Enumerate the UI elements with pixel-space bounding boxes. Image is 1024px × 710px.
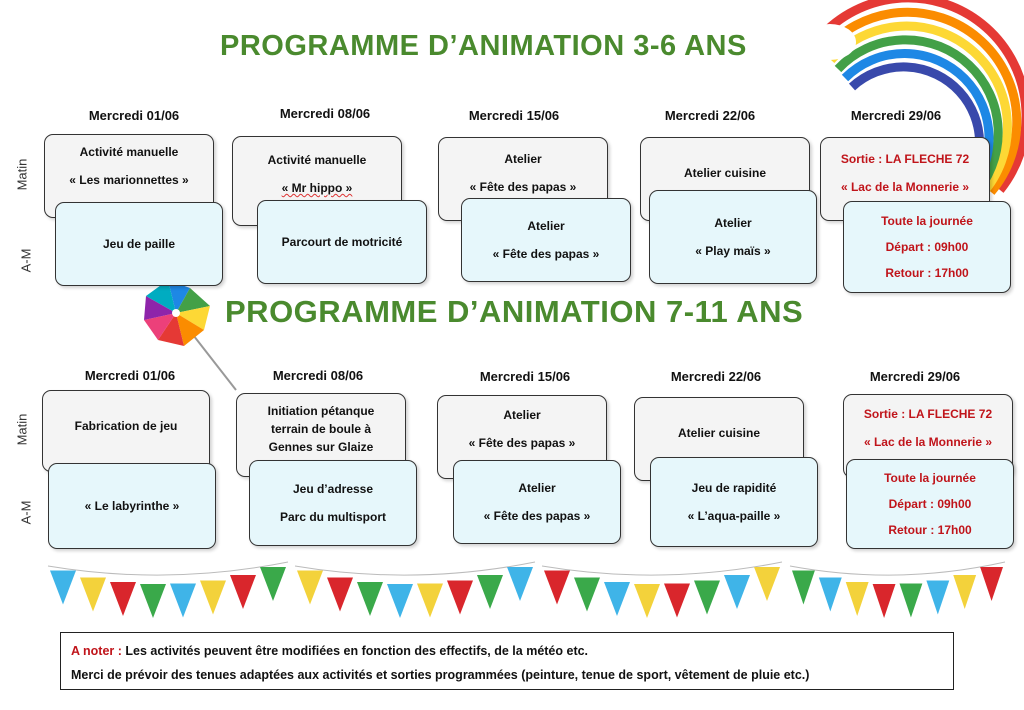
note-label: A noter : bbox=[71, 644, 122, 658]
bunting-flag bbox=[447, 580, 473, 614]
activity-label: Atelier cuisine bbox=[683, 166, 767, 180]
bunting-flag bbox=[980, 567, 1003, 601]
activity-label: Atelier bbox=[527, 219, 565, 233]
bunting-flag bbox=[50, 570, 76, 604]
bunting-flag bbox=[724, 575, 750, 609]
activity-label: Fabrication de jeu bbox=[74, 419, 178, 433]
bunting-flag bbox=[846, 582, 869, 616]
activity-label: Parcourt de motricité bbox=[281, 235, 403, 249]
bunting-flag bbox=[664, 583, 690, 617]
g1-am-card-4 bbox=[649, 190, 817, 284]
note-line-2: Merci de prévoir des tenues adaptées aux activités et sorties programmées (peinture, tenue de sport, vêtement de pluie etc.) bbox=[71, 668, 810, 682]
g1-am-card-2 bbox=[257, 200, 427, 284]
activity-label: Activité manuelle bbox=[79, 145, 179, 159]
title-7-11: PROGRAMME D’ANIMATION 7-11 ANS bbox=[225, 294, 804, 329]
g1-am-card-1 bbox=[55, 202, 223, 286]
activity-label: Initiation pétanque bbox=[267, 404, 375, 418]
bunting-flag bbox=[387, 584, 413, 618]
activity-detail: « Fête des papas » bbox=[483, 509, 591, 523]
g2-am-card-1 bbox=[48, 463, 216, 549]
g2-am-card-5 bbox=[846, 459, 1014, 549]
bunting-flag bbox=[170, 583, 196, 617]
bunting-flag bbox=[260, 567, 286, 601]
activity-detail: « L’aqua-paille » bbox=[687, 509, 781, 523]
bunting-flag bbox=[819, 577, 842, 611]
bunting-flag bbox=[110, 582, 136, 616]
activity-detail: « Fête des papas » bbox=[468, 436, 576, 450]
g2-am-card-4 bbox=[650, 457, 818, 547]
bunting-flag bbox=[140, 584, 166, 618]
outing-depart: Départ : 09h00 bbox=[885, 240, 969, 254]
bunting-flag bbox=[900, 583, 923, 617]
bunting-flag bbox=[80, 577, 106, 611]
activity-label: Atelier bbox=[503, 408, 541, 422]
activity-detail: « Play maïs » bbox=[695, 244, 771, 258]
row-label-am-1: A-M bbox=[18, 248, 34, 273]
activity-label: Jeu de paille bbox=[102, 237, 176, 251]
bunting-flag bbox=[417, 583, 443, 617]
g2-am-card-2 bbox=[249, 460, 417, 546]
g1-am-card-3 bbox=[461, 198, 631, 282]
outing-return: Retour : 17h00 bbox=[885, 266, 969, 280]
outing-detail: « Lac de la Monnerie » bbox=[863, 435, 993, 449]
g1-am-card-5 bbox=[843, 201, 1011, 293]
g2-day-2: Mercredi 08/06 bbox=[272, 368, 364, 383]
outing-label: Sortie : LA FLECHE 72 bbox=[863, 407, 993, 421]
bunting-flag bbox=[507, 567, 533, 601]
outing-depart: Départ : 09h00 bbox=[888, 497, 972, 511]
activity-detail: « Fête des papas » bbox=[469, 180, 577, 194]
note-box bbox=[60, 632, 954, 690]
row-label-matin-1: Matin bbox=[14, 158, 30, 191]
bunting-flag bbox=[754, 567, 780, 601]
bunting-flag bbox=[327, 577, 353, 611]
activity-label: Atelier bbox=[714, 216, 752, 230]
bunting-flag bbox=[873, 584, 896, 618]
title-3-6: PROGRAMME D’ANIMATION 3-6 ANS bbox=[220, 30, 747, 62]
g1-day-3: Mercredi 15/06 bbox=[468, 108, 560, 123]
bunting-flag bbox=[200, 580, 226, 614]
row-label-am-2: A-M bbox=[18, 500, 34, 525]
bunting-flag bbox=[230, 575, 256, 609]
outing-label: Toute la journée bbox=[884, 471, 976, 485]
bunting-flag bbox=[953, 575, 976, 609]
bunting-flag bbox=[574, 577, 600, 611]
g1-day-1: Mercredi 01/06 bbox=[88, 108, 180, 123]
g2-am-card-3 bbox=[453, 460, 621, 544]
note-text-1: Les activités peuvent être modifiées en fonction des effectifs, de la météo etc. bbox=[121, 644, 589, 658]
bunting-flag bbox=[926, 580, 949, 614]
activity-location: Gennes sur Glaize bbox=[268, 440, 374, 454]
row-label-matin-2: Matin bbox=[14, 413, 30, 446]
activity-label: Jeu de rapidité bbox=[691, 481, 777, 495]
activity-detail: terrain de boule à bbox=[270, 422, 372, 436]
bunting-icon bbox=[40, 548, 1010, 628]
g2-day-3: Mercredi 15/06 bbox=[479, 369, 571, 384]
bunting-flag bbox=[357, 582, 383, 616]
outing-detail: « Lac de la Monnerie » bbox=[840, 180, 970, 194]
activity-label: Jeu d’adresse bbox=[292, 482, 374, 496]
activity-label: Atelier bbox=[504, 152, 542, 166]
g1-day-4: Mercredi 22/06 bbox=[664, 108, 756, 123]
activity-detail: « Mr hippo » bbox=[281, 181, 353, 195]
activity-detail: « Les marionnettes » bbox=[69, 173, 189, 187]
activity-detail: Parc du multisport bbox=[279, 510, 386, 524]
bunting-flag bbox=[634, 584, 660, 618]
outing-return: Retour : 17h00 bbox=[888, 523, 972, 537]
bunting-flag bbox=[604, 582, 630, 616]
outing-label: Sortie : LA FLECHE 72 bbox=[840, 152, 970, 166]
activity-label: Atelier cuisine bbox=[677, 426, 761, 440]
g2-day-4: Mercredi 22/06 bbox=[670, 369, 762, 384]
bunting-flag bbox=[544, 570, 570, 604]
g2-day-5: Mercredi 29/06 bbox=[869, 369, 961, 384]
bunting-flag bbox=[792, 570, 815, 604]
activity-detail: « Fête des papas » bbox=[492, 247, 600, 261]
g2-matin-card-1 bbox=[42, 390, 210, 472]
bunting-flag bbox=[477, 575, 503, 609]
g1-day-5: Mercredi 29/06 bbox=[850, 108, 942, 123]
outing-label: Toute la journée bbox=[881, 214, 973, 228]
bunting-flag bbox=[694, 580, 720, 614]
g2-day-1: Mercredi 01/06 bbox=[84, 368, 176, 383]
activity-label: « Le labyrinthe » bbox=[84, 499, 180, 513]
g1-day-2: Mercredi 08/06 bbox=[279, 106, 371, 121]
activity-label: Atelier bbox=[518, 481, 556, 495]
note-line-1 bbox=[71, 639, 943, 663]
bunting-flag bbox=[297, 570, 323, 604]
activity-label: Activité manuelle bbox=[267, 153, 367, 167]
